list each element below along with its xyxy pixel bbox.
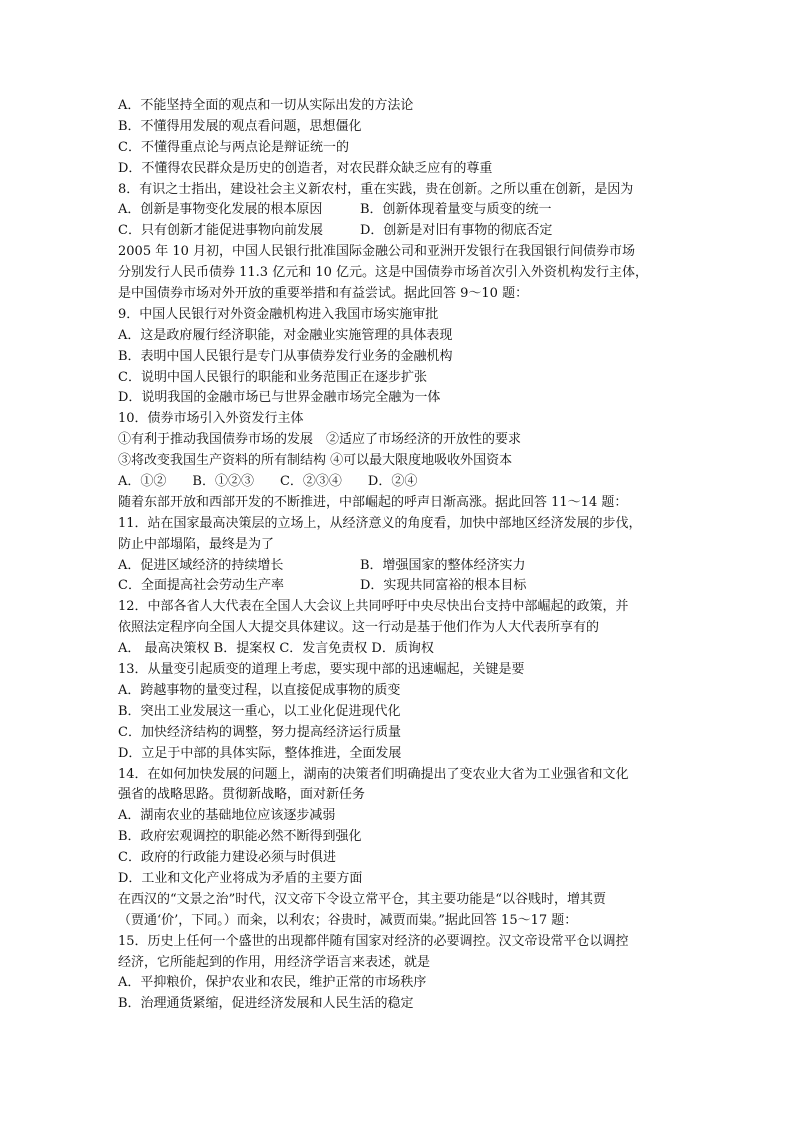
question-15-line-1: 15．历史上任何一个盛世的出现都伴随有国家对经济的必要调控。汉文帝设常平仓以调控: [118, 933, 629, 949]
q11-option-c: C．全面提高社会劳动生产率: [118, 578, 284, 594]
q10-option-c: C．②③④: [279, 474, 342, 490]
q10-statements-1-2: ①有利于推动我国债券市场的发展 ②适应了市场经济的开放性的要求: [118, 432, 522, 448]
document-page: [118, 96, 678, 1015]
q10-option-d: D．②④: [367, 474, 418, 490]
q13-option-c: C．加快经济结构的调整，努力提高经济运行质量: [118, 724, 401, 740]
q14-option-b: B．政府宏观调控的职能必然不断得到强化: [118, 829, 362, 845]
q14-option-d: D．工业和文化产业将成为矛盾的主要方面: [118, 870, 363, 886]
q15-option-b: B．治理通货紧缩，促进经济发展和人民生活的稳定: [118, 996, 414, 1012]
q14-option-c: C．政府的行政能力建设必须与时俱进: [118, 850, 336, 866]
q14-option-a: A．湖南农业的基础地位应该逐步减弱: [118, 808, 336, 824]
q9-option-b: B．表明中国人民银行是专门从事债券发行业务的金融机构: [118, 348, 453, 364]
q7-option-d: D．不懂得农民群众是历史的创造者，对农民群众缺乏应有的尊重: [118, 160, 493, 176]
q7-option-b: B．不懂得用发展的观点看问题，思想僵化: [118, 118, 362, 134]
q11-options-row-1: [118, 556, 678, 577]
question-13: 13．从量变引起质变的道理上考虑，要实现中部的迅速崛起，关键是要: [118, 662, 525, 678]
question-15-line-2: 经济，它所能起到的作用，用经济学语言来表述，就是: [118, 954, 431, 970]
passage-9-10-line-3: 是中国债券市场对外开放的重要举措和有益尝试。据此回答 9～10 题：: [118, 286, 529, 302]
passage-9-10-line-2: 分别发行人民币债券 11.3 亿元和 10 亿元。这是中国债券市场首次引入外资机构发行主体，: [118, 265, 649, 281]
q11-option-b: B．增强国家的整体经济实力: [360, 557, 526, 573]
q13-option-d: D．立足于中部的具体实际，整体推进，全面发展: [118, 745, 402, 761]
q9-option-a: A．这是政府履行经济职能，对金融业实施管理的具体表现: [118, 327, 453, 343]
q10-option-b: B．①②③: [192, 474, 254, 490]
question-14-line-1: 14．在如何加快发展的问题上，湖南的决策者们明确提出了变农业大省为工业强省和文化: [118, 766, 629, 782]
q11-option-a: A．促进区域经济的持续增长: [118, 557, 284, 573]
q10-options: [118, 472, 678, 493]
passage-15-17-line-2: （贾通‘价’，下同。）而籴，以利农；谷贵时，减贾而粜。”据此回答 15～17 题：: [118, 912, 578, 928]
q12-options: A． 最高决策权 B．提案权 C．发言免责权 D．质询权: [118, 641, 434, 657]
q10-option-a: A．①②: [118, 474, 167, 490]
q9-option-c: C．说明中国人民银行的职能和业务范围正在逐步扩张: [118, 369, 427, 385]
question-12-line-1: 12．中部各省人大代表在全国人大会议上共同呼吁中央尽快出台支持中部崛起的政策，并: [118, 599, 629, 615]
question-8: 8．有识之士指出，建设社会主义新农村，重在实践，贵在创新。之所以重在创新，是因为: [118, 181, 634, 197]
q8-option-a: A．创新是事物变化发展的根本原因: [118, 202, 323, 218]
q7-option-a: A．不能坚持全面的观点和一切从实际出发的方法论: [118, 98, 414, 113]
passage-11-14: 随着东部开放和西部开发的不断推进，中部崛起的呼声日渐高涨。据此回答 11～14 题：: [118, 494, 628, 510]
passage-15-17-line-1: 在西汉的“文景之治”时代，汉文帝下令设立常平仓，其主要功能是“以谷贱时，增其贾: [118, 891, 606, 907]
q8-option-d: D．创新是对旧有事物的彻底否定: [360, 223, 553, 239]
q7-option-c: C．不懂得重点论与两点论是辩证统一的: [118, 139, 349, 155]
question-14-line-2: 强省的战略思路。贯彻新战略，面对新任务: [118, 787, 366, 803]
question-12-line-2: 依照法定程序向全国人大提交具体建议。这一行动是基于他们作为人大代表所享有的: [118, 620, 600, 636]
q11-option-d: D．实现共同富裕的根本目标: [360, 578, 527, 594]
q8-options-row-2: [118, 221, 678, 242]
passage-9-10-line-1: 2005 年 10 月初，中国人民银行批准国际金融公司和亚洲开发银行在我国银行间债券市场: [118, 244, 636, 260]
q11-options-row-2: [118, 576, 678, 597]
question-9: 9．中国人民银行对外资金融机构进入我国市场实施审批: [118, 306, 439, 322]
q10-statements-3-4: ③将改变我国生产资料的所有制结构 ④可以最大限度地吸收外国资本: [118, 453, 513, 469]
question-11-line-2: 防止中部塌陷，最终是为了: [118, 536, 275, 552]
question-11-line-1: 11．站在国家最高决策层的立场上，从经济意义的角度看，加快中部地区经济发展的步伐，: [118, 515, 642, 531]
question-10: 10．债券市场引入外资发行主体: [118, 411, 304, 427]
q9-option-d: D．说明我国的金融市场已与世界金融市场完全融为一体: [118, 390, 441, 406]
q8-options-row-1: [118, 200, 678, 221]
q8-option-c: C．只有创新才能促进事物向前发展: [118, 223, 323, 239]
q15-option-a: A．平抑粮价，保护农业和农民，维护正常的市场秩序: [118, 975, 427, 991]
q8-option-b: B．创新体现着量变与质变的统一: [360, 202, 552, 218]
q13-option-b: B．突出工业发展这一重心，以工业化促进现代化: [118, 703, 401, 719]
q13-option-a: A．跨越事物的量变过程，以直接促成事物的质变: [118, 682, 401, 698]
